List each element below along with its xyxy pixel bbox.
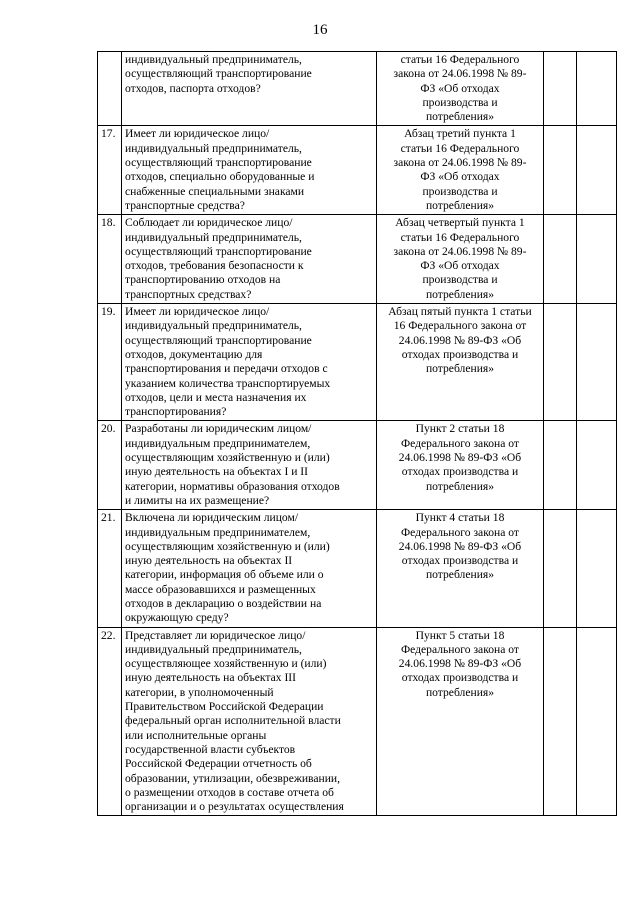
question-line: осуществляющим хозяйственную и (или) [125, 539, 330, 553]
empty-cell-a [544, 304, 577, 421]
table-row [98, 510, 617, 627]
reference-line: закона от 24.06.1998 № 89- [393, 244, 527, 258]
row-number-cell [98, 510, 122, 627]
row-number-cell [98, 52, 122, 126]
question-line: индивидуальный предприниматель, [125, 319, 302, 333]
table-row [98, 215, 617, 304]
table-row [98, 52, 617, 126]
row-number-cell [98, 126, 122, 215]
legal-reference-text [380, 127, 540, 213]
question-line: указанием количества транспортируемых [125, 376, 331, 390]
reference-line: закона от 24.06.1998 № 89- [393, 67, 527, 81]
empty-cell-a [544, 52, 577, 126]
question-line: и лимиты на их размещение? [125, 493, 270, 507]
reference-line: 24.06.1998 № 89-ФЗ «Об [398, 333, 522, 347]
question-line: иную деятельность на объектах II [125, 554, 293, 568]
question-line: снабженные специальными знаками [125, 184, 305, 198]
empty-cell-a [544, 126, 577, 215]
legal-reference-text [380, 422, 540, 493]
question-line: осуществляющий транспортирование [125, 67, 312, 81]
empty-cell-b [577, 627, 617, 816]
question-line: индивидуальный предприниматель, [125, 53, 302, 66]
empty-cell-b [577, 52, 617, 126]
question-cell [122, 510, 377, 627]
row-number-cell [98, 304, 122, 421]
row-number: 17. [101, 127, 116, 141]
question-line: индивидуальный предприниматель, [125, 141, 302, 155]
table-row [98, 627, 617, 816]
question-text [125, 511, 373, 625]
question-line: Представляет ли юридическое лицо/ [125, 628, 306, 642]
question-cell [122, 215, 377, 304]
question-line: Соблюдает ли юридическое лицо/ [125, 216, 293, 230]
reference-cell [377, 627, 544, 816]
reference-cell [377, 304, 544, 421]
question-line: осуществляющее хозяйственную и (или) [125, 657, 327, 671]
question-text [125, 53, 373, 96]
legal-reference-text [380, 511, 540, 582]
reference-line: отходах производства и [401, 554, 519, 568]
row-number: 21. [101, 511, 116, 525]
question-cell [122, 627, 377, 816]
table-row [98, 126, 617, 215]
table-row [98, 304, 617, 421]
question-line: или исполнительные органы [125, 728, 267, 742]
row-number-cell [98, 627, 122, 816]
question-line: федеральный орган исполнительной власти [125, 714, 341, 728]
row-number: 22. [101, 628, 116, 642]
reference-cell [377, 421, 544, 510]
question-text [125, 216, 373, 302]
question-line: Разработаны ли юридическим лицом/ [125, 422, 312, 436]
reference-line: закона от 24.06.1998 № 89- [393, 156, 527, 170]
question-line: Включена ли юридическим лицом/ [125, 511, 299, 525]
question-line: Правительством Российской Федерации [125, 700, 324, 714]
question-line: окружающую среду? [125, 611, 229, 625]
empty-cell-a [544, 510, 577, 627]
row-number: 20. [101, 422, 116, 436]
question-line: категории, информация об объеме или о [125, 568, 324, 582]
reference-line: потребления» [425, 198, 495, 212]
reference-line: Абзац четвертый пункта 1 [395, 216, 525, 230]
reference-line: статьи 16 Федерального [400, 53, 520, 66]
question-cell [122, 126, 377, 215]
empty-cell-b [577, 215, 617, 304]
question-line: категории, нормативы образования отходов [125, 479, 340, 493]
reference-line: Федерального закона от [400, 436, 519, 450]
reference-line: ФЗ «Об отходах [420, 259, 500, 273]
reference-cell [377, 52, 544, 126]
question-line: транспортированию отходов на [125, 273, 281, 287]
row-number: 18. [101, 216, 116, 230]
question-line: иную деятельность на объектах I и II [125, 465, 309, 479]
empty-cell-b [577, 421, 617, 510]
question-line: индивидуальный предприниматель, [125, 230, 302, 244]
question-line: отходов, цели и места назначения их [125, 390, 307, 404]
page-number: 16 [312, 22, 328, 38]
question-line: транспортирования? [125, 405, 227, 419]
reference-cell [377, 215, 544, 304]
question-line: осуществляющий транспортирование [125, 156, 312, 170]
reference-line: отходах производства и [401, 347, 519, 361]
reference-line: Федерального закона от [400, 642, 519, 656]
legal-reference-text [380, 53, 540, 124]
question-line: о размещении отходов в составе отчета об [125, 785, 334, 799]
question-line: массе образовавшихся и размещенных [125, 582, 316, 596]
row-number-cell [98, 421, 122, 510]
question-line: отходов, требования безопасности к [125, 259, 304, 273]
question-cell [122, 304, 377, 421]
reference-line: статьи 16 Федерального [400, 230, 520, 244]
question-line: транспортирования и передачи отходов с [125, 362, 328, 376]
reference-cell [377, 510, 544, 627]
empty-cell-b [577, 304, 617, 421]
question-text [125, 629, 373, 815]
question-line: отходов, специально оборудованные и [125, 170, 315, 184]
question-line: отходов, паспорта отходов? [125, 81, 261, 95]
question-line: индивидуальным предпринимателем, [125, 525, 311, 539]
row-number: 19. [101, 305, 116, 319]
reference-cell [377, 126, 544, 215]
reference-line: отходах производства и [401, 465, 519, 479]
question-line: иную деятельность на объектах III [125, 671, 297, 685]
reference-line: Абзац третий пункта 1 [404, 127, 516, 141]
reference-line: потребления» [425, 568, 495, 582]
question-text [125, 305, 373, 419]
reference-line: потребления» [425, 110, 495, 124]
table-row [98, 421, 617, 510]
question-line: Имеет ли юридическое лицо/ [125, 305, 270, 319]
question-text [125, 422, 373, 508]
empty-cell-a [544, 215, 577, 304]
empty-cell-b [577, 510, 617, 627]
question-line: образовании, утилизации, обезвреживании, [125, 771, 341, 785]
reference-line: Пункт 2 статьи 18 [415, 422, 505, 436]
question-text [125, 127, 373, 213]
empty-cell-a [544, 627, 577, 816]
legal-reference-text [380, 305, 540, 376]
question-line: осуществляющий транспортирование [125, 333, 312, 347]
question-line: транспортные средства? [125, 198, 245, 212]
table-body [98, 52, 617, 816]
reference-line: отходах производства и [401, 671, 519, 685]
question-cell [122, 52, 377, 126]
reference-line: 24.06.1998 № 89-ФЗ «Об [398, 539, 522, 553]
question-line: Российской Федерации отчетность об [125, 757, 312, 771]
reference-line: потребления» [425, 287, 495, 301]
question-line: организации и о результатах осуществления [125, 800, 344, 814]
question-line: осуществляющим хозяйственную и (или) [125, 451, 330, 465]
question-line: осуществляющий транспортирование [125, 244, 312, 258]
reference-line: Абзац пятый пункта 1 статьи [388, 305, 532, 319]
reference-line: Пункт 5 статьи 18 [415, 628, 505, 642]
question-line: индивидуальным предпринимателем, [125, 436, 311, 450]
question-line: Имеет ли юридическое лицо/ [125, 127, 270, 141]
reference-line: производства и [422, 273, 498, 287]
reference-line: статьи 16 Федерального [400, 141, 520, 155]
reference-line: производства и [422, 95, 498, 109]
reference-line: ФЗ «Об отходах [420, 170, 500, 184]
question-line: государственной власти субъектов [125, 742, 296, 756]
reference-line: Пункт 4 статьи 18 [415, 511, 505, 525]
reference-line: 24.06.1998 № 89-ФЗ «Об [398, 657, 522, 671]
question-line: отходов, документацию для [125, 347, 263, 361]
reference-line: 24.06.1998 № 89-ФЗ «Об [398, 451, 522, 465]
reference-line: Федерального закона от [400, 525, 519, 539]
checklist-table [97, 51, 617, 816]
reference-line: потребления» [425, 685, 495, 699]
reference-line: потребления» [425, 479, 495, 493]
reference-line: 16 Федерального закона от [393, 319, 527, 333]
question-cell [122, 421, 377, 510]
question-line: транспортных средствах? [125, 287, 252, 301]
reference-line: потребления» [425, 362, 495, 376]
question-line: индивидуальный предприниматель, [125, 642, 302, 656]
empty-cell-a [544, 421, 577, 510]
reference-line: производства и [422, 184, 498, 198]
legal-reference-text [380, 629, 540, 700]
question-line: категории, в уполномоченный [125, 685, 274, 699]
question-line: отходов в декларацию о воздействии на [125, 596, 322, 610]
empty-cell-b [577, 126, 617, 215]
legal-reference-text [380, 216, 540, 302]
reference-line: ФЗ «Об отходах [420, 81, 500, 95]
row-number-cell [98, 215, 122, 304]
